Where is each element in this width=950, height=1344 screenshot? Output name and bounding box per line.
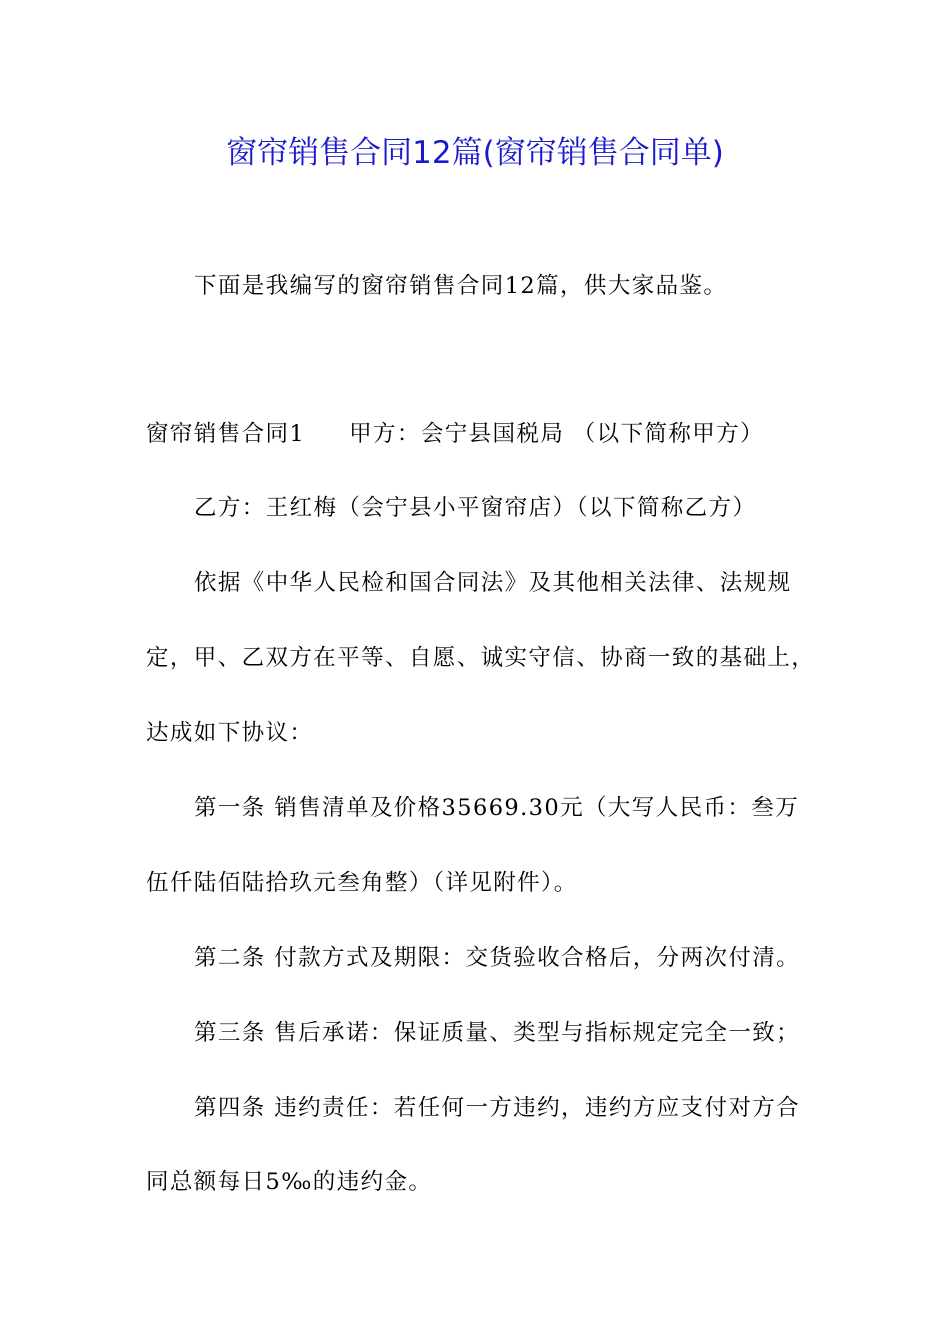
preamble-line-2: 定，甲、乙双方在平等、自愿、诚实守信、协商一致的基础上， (146, 645, 816, 671)
preamble-line-1: 依据《中华人民检和国合同法》及其他相关法律、法规规 (194, 570, 792, 596)
contract-heading-line (146, 416, 816, 452)
document-title: 窗帘销售合同12篇(窗帘销售合同单) (226, 135, 724, 171)
intro-paragraph: 下面是我编写的窗帘销售合同12篇，供大家品鉴。 (194, 273, 728, 299)
article-1-line-1: 第一条 销售清单及价格35669.30元（大写人民币：叁万 (194, 795, 800, 821)
article-2: 第二条 付款方式及期限：交货验收合格后，分两次付清。 (194, 945, 801, 971)
article-4-line-2: 同总额每日5‰的违约金。 (146, 1169, 433, 1195)
party-a: 甲方：会宁县国税局 （以下简称甲方） (349, 421, 764, 447)
contract-heading: 窗帘销售合同1 (146, 421, 306, 447)
article-3: 第三条 售后承诺：保证质量、类型与指标规定完全一致； (194, 1020, 801, 1046)
party-b: 乙方：王红梅（会宁县小平窗帘店）（以下简称乙方） (194, 495, 757, 521)
preamble-line-3: 达成如下协议： (146, 720, 314, 746)
article-1-line-2: 伍仟陆佰陆拾玖元叁角整）（详见附件）。 (146, 870, 578, 896)
article-4-line-1: 第四条 违约责任：若任何一方违约，违约方应支付对方合 (194, 1095, 801, 1121)
